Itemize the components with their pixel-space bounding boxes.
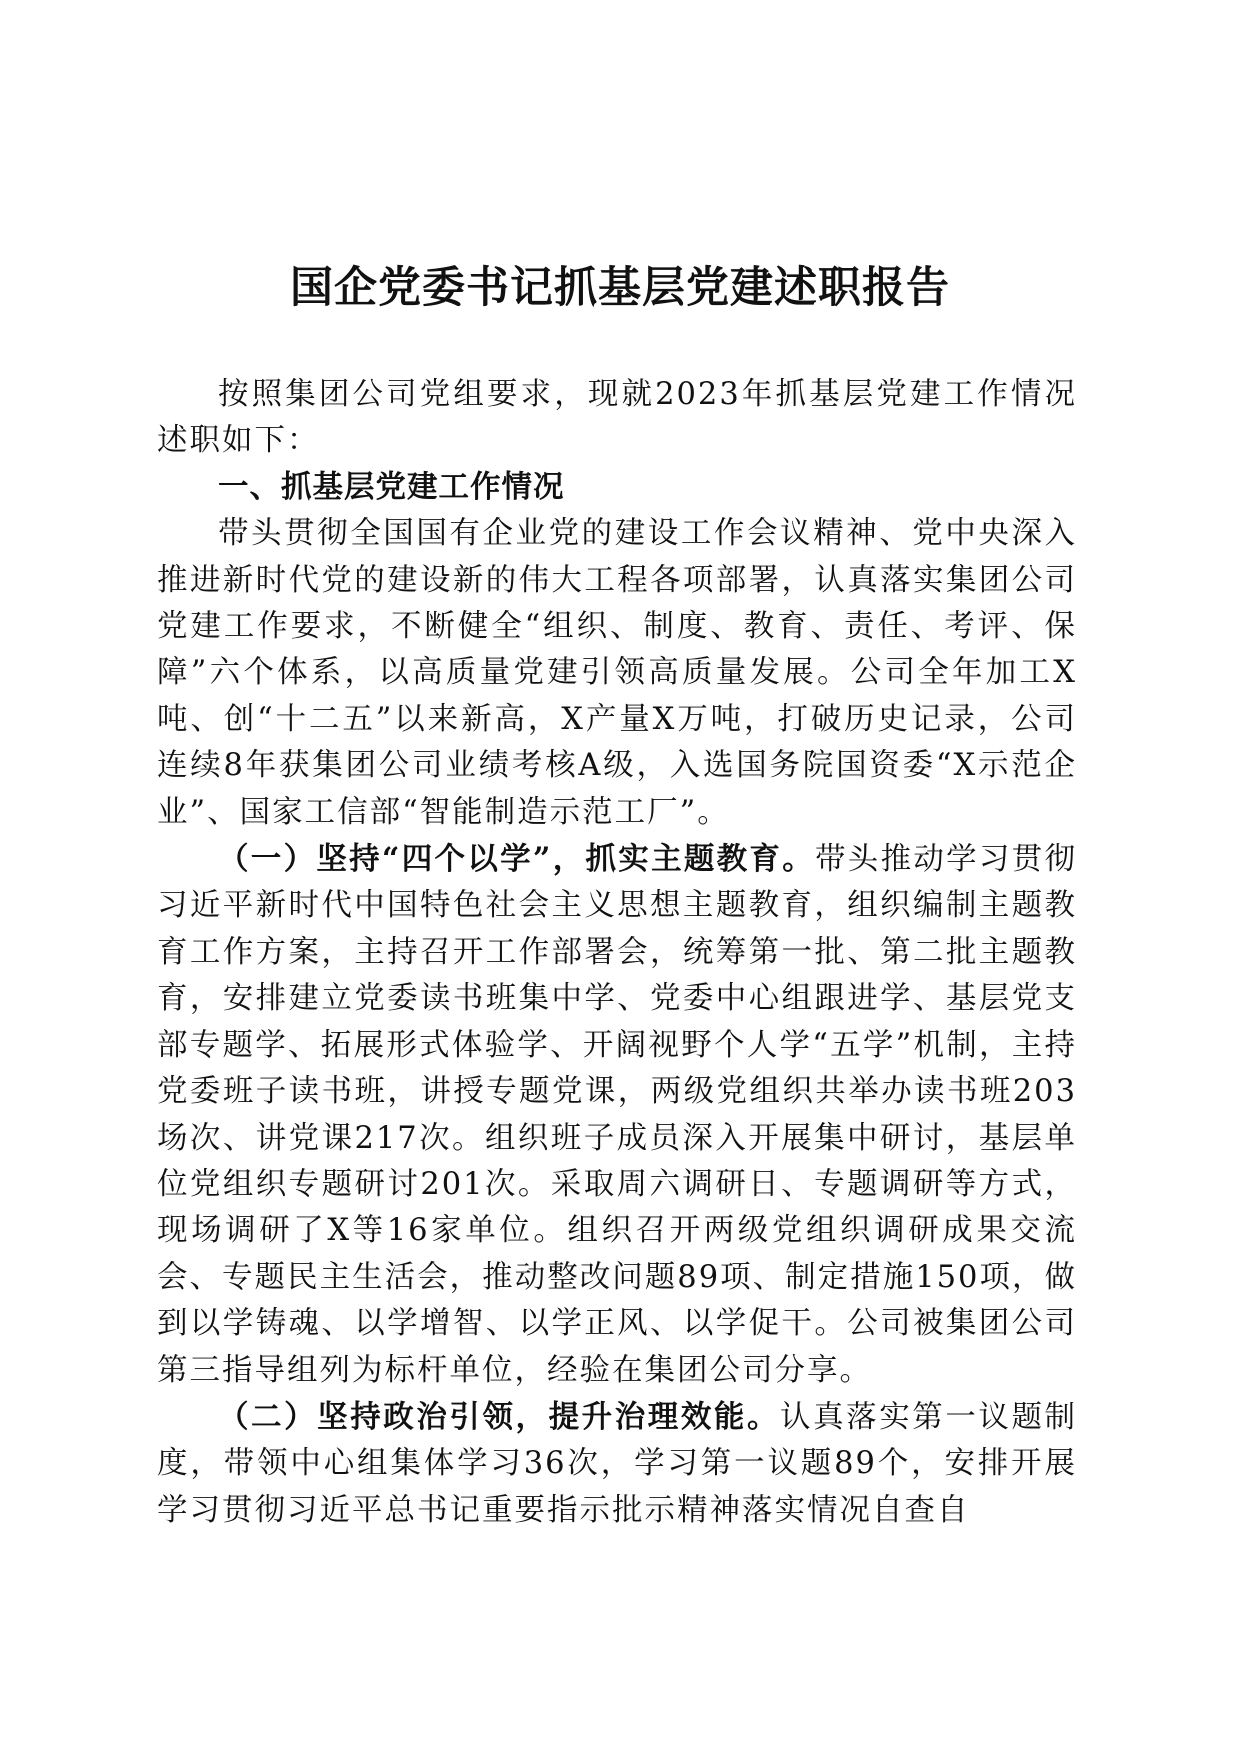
item2-lead: （二）坚持政治引领，提升治理效能。 xyxy=(218,1398,781,1435)
item1-text: 带头推动学习贯彻习近平新时代中国特色社会主义思想主题教育，组织编制主题教育工作方案，主持召开工作部署会，统筹第一批、第二批主题教育，安排建立党委读书班集中学、党委中心组跟进学、基层党支部专题学、拓展形式体验学、开阔视野个人学“五学”机制，主持党委班子读书班，讲授专题党课，两级党组织共举办读书班203场次、讲党课217次。组织班子成员深入开展集中研讨，基层单位党组织专题研讨201次。采取周六调研日、专题调研等方式，现场调研了X等16家单位。组织召开两级党组织调研成果交流会、专题民主生活会，推动整改问题89项、制定措施150项，做到以学铸魂、以学增智、以学正风、以学促干。公司被集团公司第三指导组列为标杆单位，经验在集团公司分享。 xyxy=(157,842,1077,1388)
item1-paragraph xyxy=(157,836,1077,1394)
intro-paragraph: 按照集团公司党组要求，现就2023年抓基层党建工作情况述职如下： xyxy=(157,377,1077,459)
item2-paragraph xyxy=(157,1394,1077,1534)
document-body xyxy=(157,372,1077,1534)
item1-lead: （一）坚持“四个以学”，抓实主题教育。 xyxy=(218,841,815,878)
item2-text: 认真落实第一议题制度，带领中心组集体学习36次，学习第一议题89个，安排开展学习贯彻习近平总书记重要指示批示精神落实情况自查自 xyxy=(157,1399,1078,1528)
overview-paragraph: 带头贯彻全国国有企业党的建设工作会议精神、党中央深入推进新时代党的建设新的伟大工程各项部署，认真落实集团公司党建工作要求，不断健全“组织、制度、教育、责任、考评、保障”六个体系，以高质量党建引领高质量发展。公司全年加工X吨、创“十二五”以来新高，X产量X万吨，打破历史记录，公司连续8年获集团公司业绩考核A级，入选国务院国资委“X示范企业”、国家工信部“智能制造示范工厂”。 xyxy=(157,516,1077,830)
section-heading: 一、抓基层党建工作情况 xyxy=(218,469,565,505)
document-title: 国企党委书记抓基层党建述职报告 xyxy=(290,263,950,313)
